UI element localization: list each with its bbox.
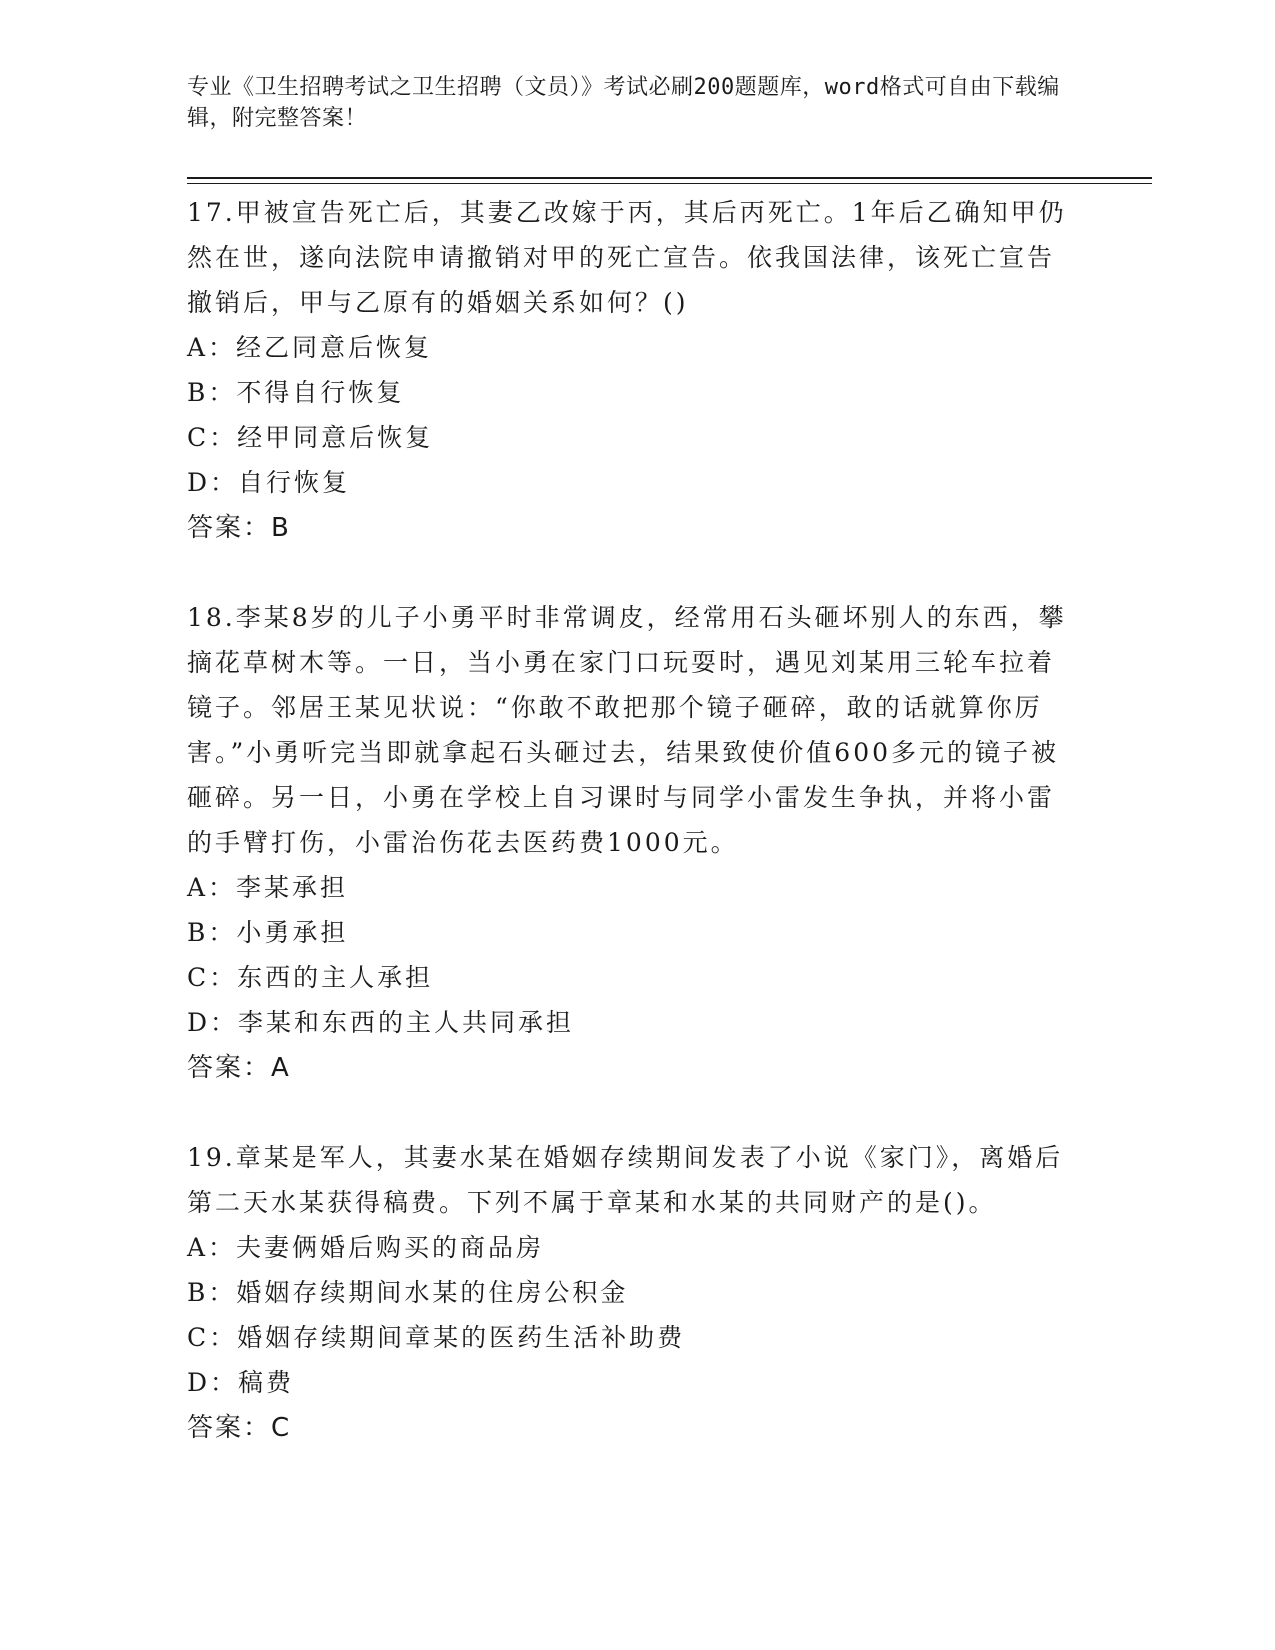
option-d: D：自行恢复 — [187, 468, 351, 497]
option-c: C：经甲同意后恢复 — [187, 423, 434, 452]
option-d: D：稿费 — [187, 1368, 295, 1397]
answer-line: 答案：C — [187, 1413, 292, 1443]
answer-line: 答案：A — [187, 1053, 291, 1083]
header-divider-thin — [187, 183, 1152, 184]
option-b: B：小勇承担 — [187, 918, 349, 947]
header-divider-thick — [187, 177, 1152, 179]
question-stem: 19.章某是军人，其妻水某在婚姻存续期间发表了小说《家门》，离婚后第二天水某获得稿费。下列不属于章某和水某的共同财产的是()。 — [187, 1143, 1064, 1217]
option-d: D：李某和东西的主人共同承担 — [187, 1008, 575, 1037]
option-a: A：夫妻俩婚后购买的商品房 — [187, 1233, 545, 1262]
option-a: A：李某承担 — [187, 873, 349, 902]
option-b: B：婚姻存续期间水某的住房公积金 — [187, 1278, 629, 1307]
option-c: C：东西的主人承担 — [187, 963, 434, 992]
question-list — [187, 190, 1077, 1495]
question-stem: 18.李某8岁的儿子小勇平时非常调皮，经常用石头砸坏别人的东西，攀摘花草树木等。一日，当小勇在家门口玩耍时，遇见刘某用三轮车拉着镜子。邻居王某见状说：“你敢不敢把那个镜子砸碎，敢的话就算你厉害。”小勇听完当即就拿起石头砸过去，结果致使价值600多元的镜子被砸碎。另一日，小勇在学校上自习课时与同学小雷发生争执，并将小雷的手臂打伤，小雷治伤花去医药费1000元。 — [187, 603, 1067, 857]
option-a: A：经乙同意后恢复 — [187, 333, 433, 362]
option-b: B：不得自行恢复 — [187, 378, 405, 407]
question-17 — [187, 190, 1077, 551]
question-19 — [187, 1135, 1077, 1451]
document-header — [187, 72, 1077, 134]
header-intro-text: 专业《卫生招聘考试之卫生招聘（文员）》考试必刷200题题库，word格式可自由下载编辑，附完整答案！ — [187, 75, 1060, 131]
answer-line: 答案：B — [187, 513, 291, 543]
question-18 — [187, 595, 1077, 1091]
question-stem: 17.甲被宣告死亡后，其妻乙改嫁于丙，其后丙死亡。1年后乙确知甲仍然在世，遂向法院申请撤销对甲的死亡宣告。依我国法律，该死亡宣告撤销后，甲与乙原有的婚姻关系如何？() — [187, 198, 1067, 317]
option-c: C：婚姻存续期间章某的医药生活补助费 — [187, 1323, 686, 1352]
